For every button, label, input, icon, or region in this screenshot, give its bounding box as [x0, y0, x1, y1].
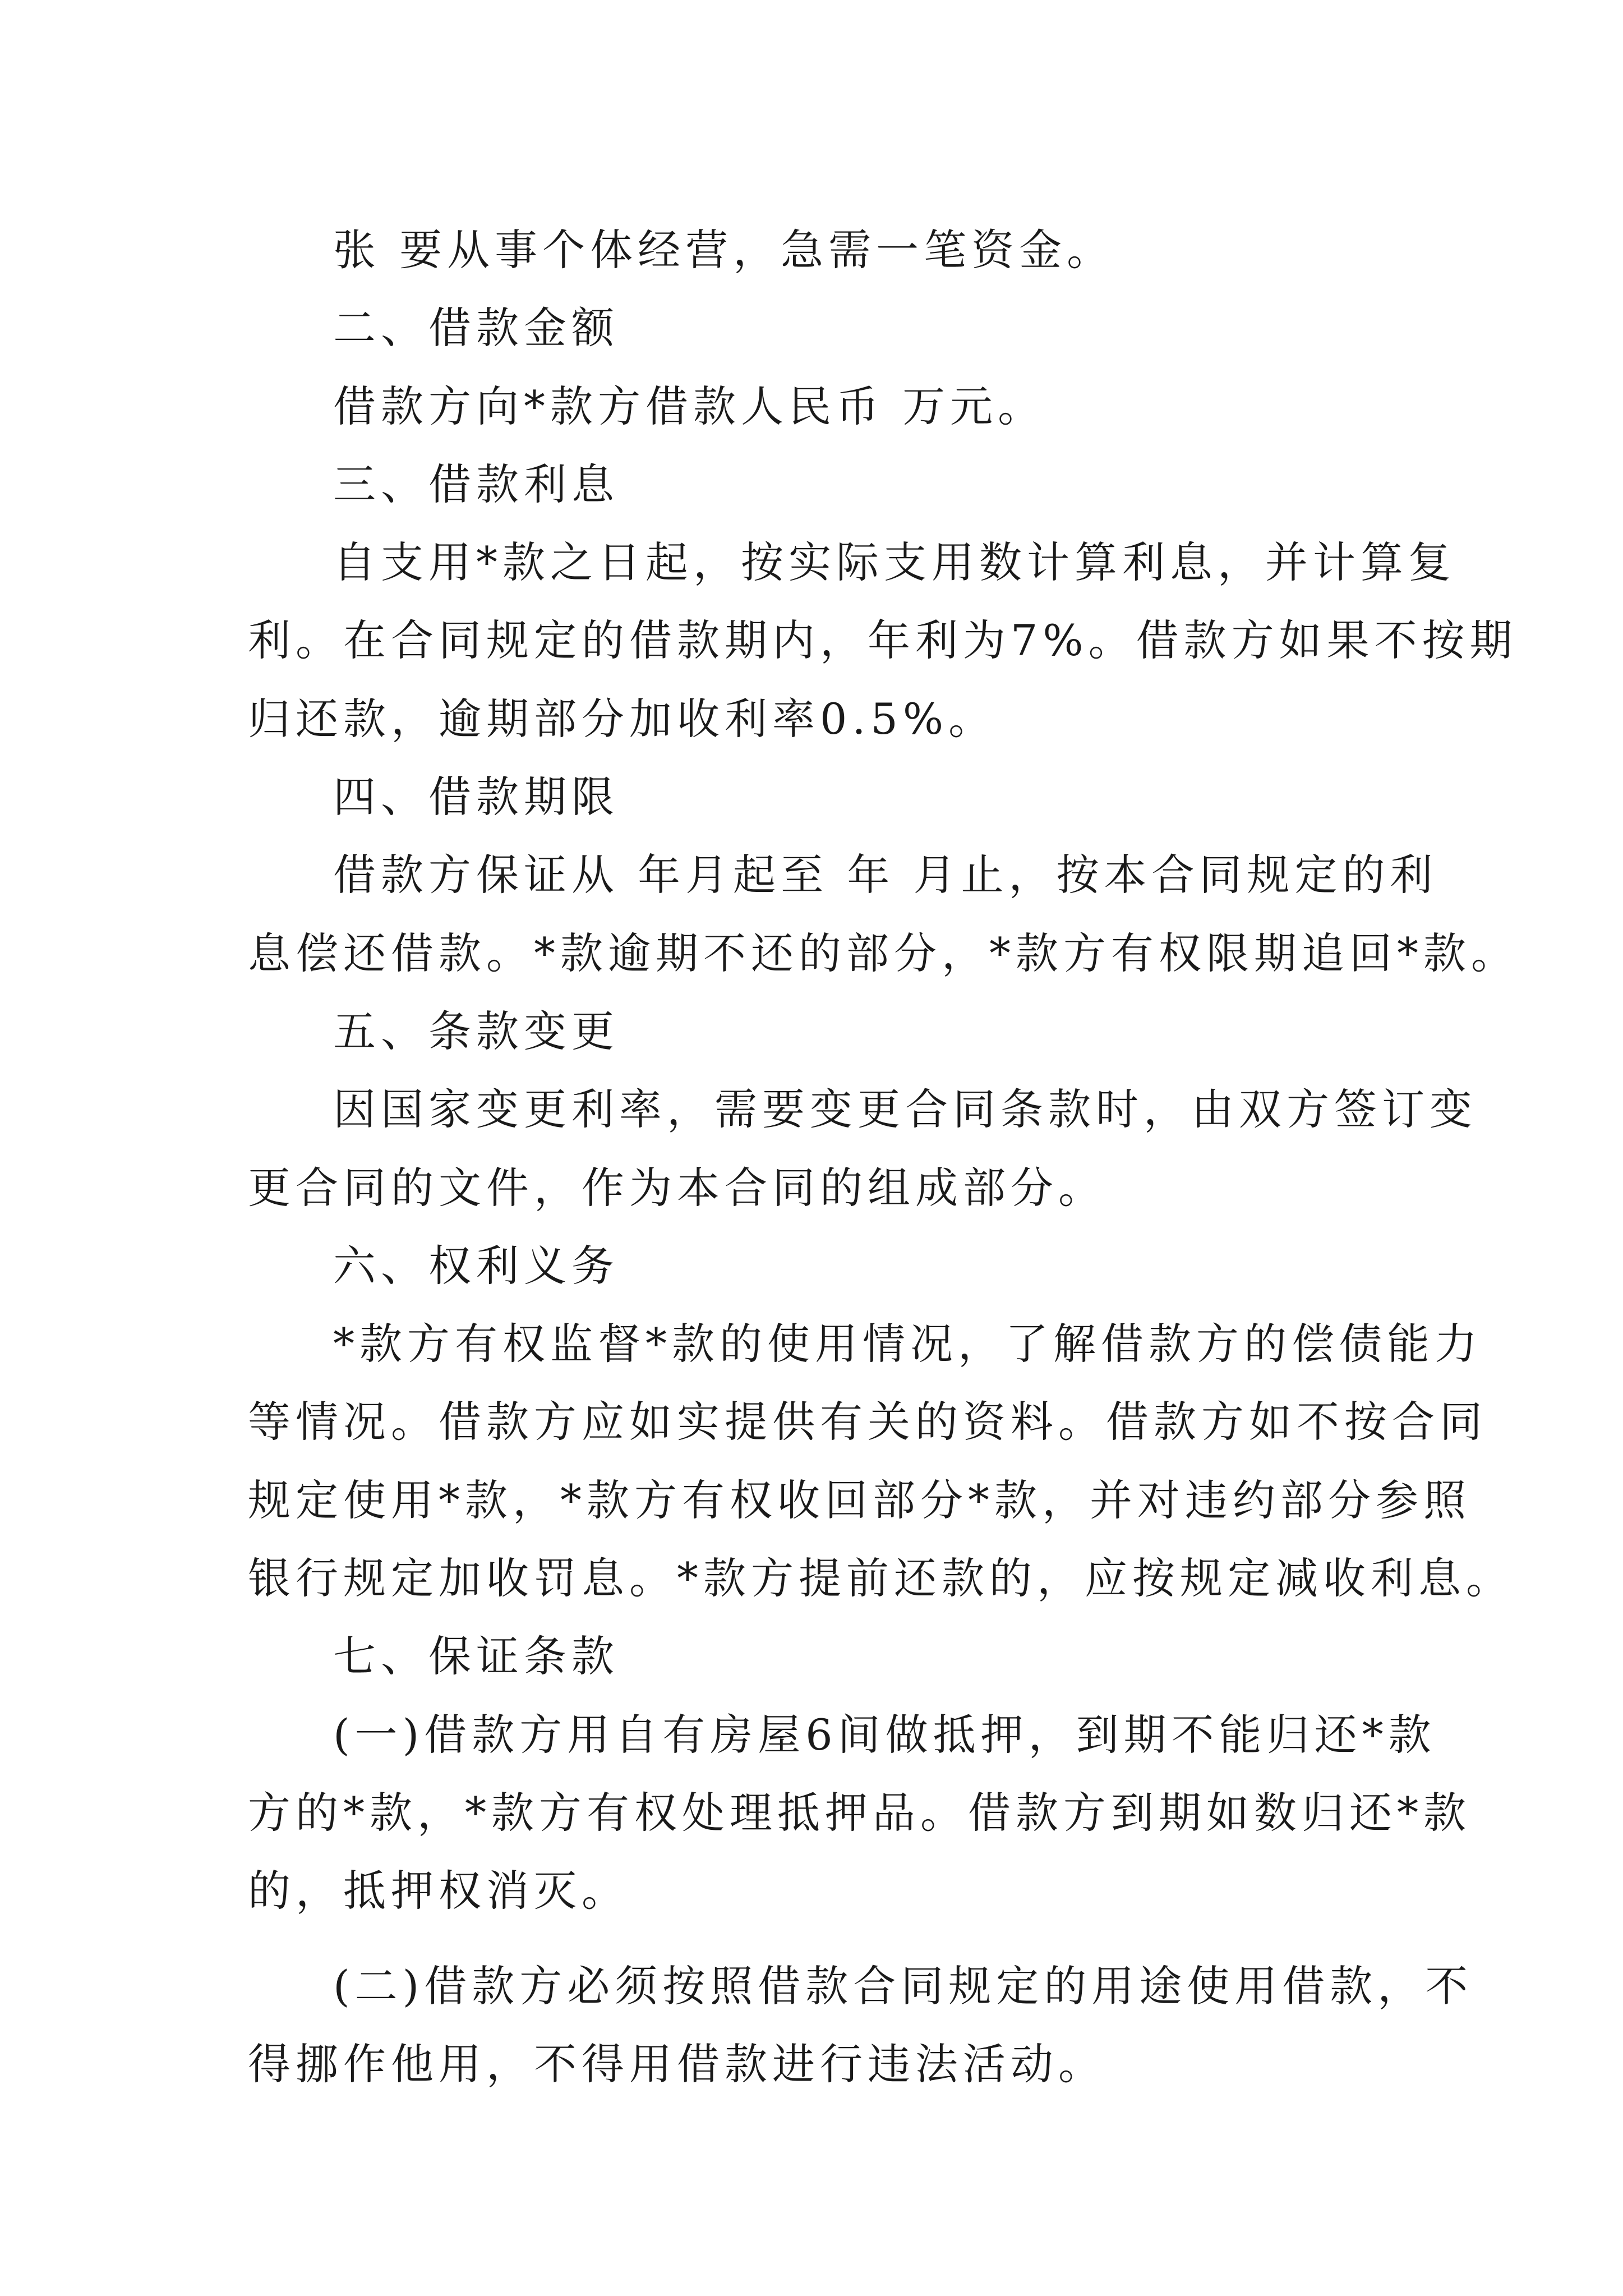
text-line: 等情况。借款方应如实提供有关的资料。借款方如不按合同 — [248, 1397, 1487, 1447]
section-heading: 三、借款利息 — [333, 459, 619, 509]
section-heading: 六、权利义务 — [333, 1240, 619, 1291]
text-line: 方的*款，*款方有权处理抵押品。借款方到期如数归还*款 — [248, 1787, 1471, 1838]
text-line: (二)借款方必须按照借款合同规定的用途使用借款，不 — [333, 1961, 1473, 2011]
text-line: 利。在合同规定的借款期内，年利为7%。借款方如果不按期 — [248, 615, 1518, 666]
text-line: 借款方向*款方借款人民币 万元。 — [333, 381, 1046, 431]
section-heading: 七、保证条款 — [333, 1631, 619, 1682]
text-line: 张 要从事个体经营，急需一笔资金。 — [333, 225, 1115, 275]
text-line: 规定使用*款，*款方有权收回部分*款，并对违约部分参照 — [248, 1475, 1471, 1525]
document-body — [248, 211, 1519, 2103]
text-line: 归还款，逾期部分加收利率0.5%。 — [248, 693, 997, 744]
text-line: 得挪作他用，不得用借款进行违法活动。 — [248, 2039, 1106, 2089]
text-line: 借款方保证从 年月起至 年 月止，按本合同规定的利 — [333, 850, 1438, 900]
text-line: 自支用*款之日起，按实际支用数计算利息，并计算复 — [333, 537, 1456, 588]
paragraph-gap — [248, 1930, 1392, 1947]
section-heading: 四、借款期限 — [333, 772, 619, 822]
text-line: 更合同的文件，作为本合同的组成部分。 — [248, 1162, 1106, 1213]
text-line: (一)借款方用自有房屋6间做抵押，到期不能归还*款 — [333, 1709, 1436, 1760]
text-line: 息偿还借款。*款逾期不还的部分，*款方有权限期追回*款。 — [248, 928, 1519, 978]
text-line: 银行规定加收罚息。*款方提前还款的，应按规定减收利息。 — [248, 1553, 1514, 1604]
section-heading: 二、借款金额 — [333, 303, 619, 353]
text-line: 因国家变更利率，需要变更合同条款时，由双方签订变 — [333, 1084, 1477, 1135]
text-line: 的，抵押权消灭。 — [248, 1866, 629, 1916]
section-heading: 五、条款变更 — [333, 1006, 619, 1056]
text-line: *款方有权监督*款的使用情况，了解借款方的偿债能力 — [333, 1319, 1482, 1369]
